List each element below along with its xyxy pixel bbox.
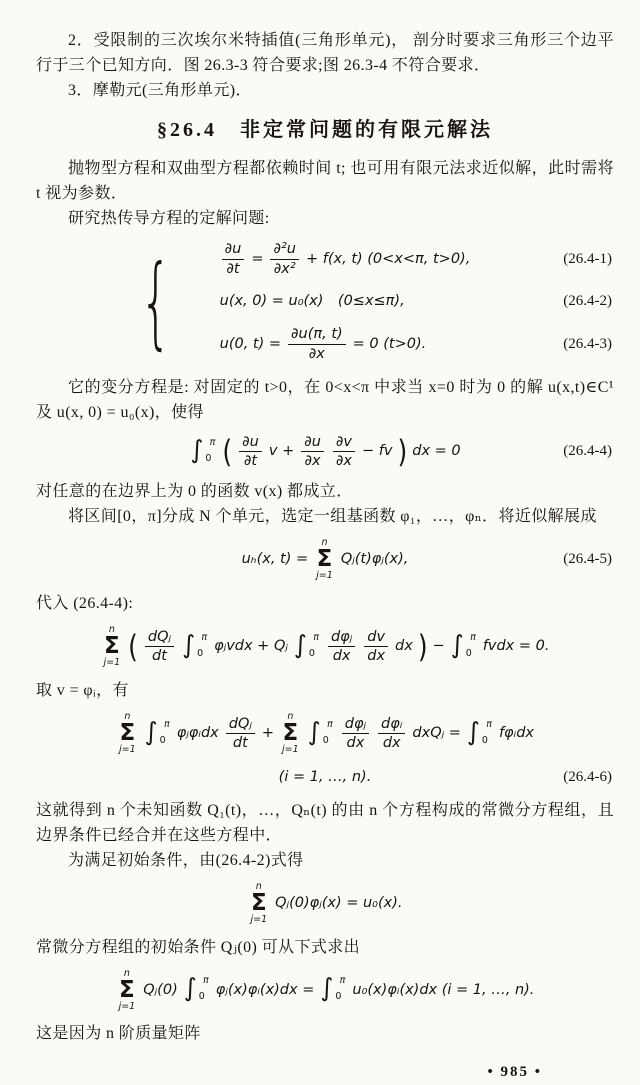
integral-upper: π xyxy=(486,718,492,730)
integral xyxy=(144,716,171,749)
fraction-du-dt xyxy=(222,241,245,277)
fraction-dphii-dx xyxy=(378,716,405,752)
denominator: ∂x xyxy=(335,453,353,470)
integral xyxy=(293,629,320,662)
integral-icon: ∫ xyxy=(183,973,197,1003)
integral-lower: 0 xyxy=(335,991,342,1003)
minus-sign: − xyxy=(432,638,445,655)
numerator: dQⱼ xyxy=(145,629,174,648)
fraction-du-dt xyxy=(239,434,262,470)
equation-26-4-3 xyxy=(180,326,614,362)
sum-lower-limit: j=1 xyxy=(282,744,299,756)
equation-rhs: fφᵢdx xyxy=(498,725,534,742)
integral-lower: 0 xyxy=(198,991,205,1003)
right-paren: ) xyxy=(417,628,428,665)
denominator: ∂x² xyxy=(273,260,296,277)
summation xyxy=(104,625,121,669)
fraction-du-dx xyxy=(301,434,324,470)
denominator: ∂t xyxy=(243,453,258,470)
left-paren: ( xyxy=(128,628,138,665)
equation-body: u(x, 0) = u₀(x) (0≤x≤π), xyxy=(219,293,405,310)
integral-icon: ∫ xyxy=(190,434,204,464)
equation-initial-solve xyxy=(36,969,614,1013)
equation-system-heat xyxy=(36,235,614,369)
equation-term: v + xyxy=(268,443,295,460)
sum-upper-limit: n xyxy=(123,967,130,979)
integral xyxy=(320,975,346,1005)
equation-lhs: uₕ(x, t) = xyxy=(241,551,309,568)
paragraph-substitute: 代入 (26.4-4): xyxy=(36,594,134,612)
paragraph-mass-matrix: 这是因为 n 阶质量矩阵 xyxy=(36,1025,201,1043)
sigma-icon: Σ xyxy=(316,546,333,573)
fraction-dQj-dt xyxy=(145,629,174,665)
equation-term: φⱼvdx + Qⱼ xyxy=(214,638,288,655)
integral-upper: π xyxy=(339,975,346,987)
summation xyxy=(316,538,333,582)
equation-body: Qⱼ(0)φⱼ(x) = u₀(x). xyxy=(275,895,403,912)
fraction-dphij-dx xyxy=(342,716,369,752)
fraction-dQj-dt xyxy=(226,716,255,752)
paragraph-ode-initial: 常微分方程组的初始条件 Qⱼ(0) 可从下式求出 xyxy=(36,938,361,956)
integral-upper: π xyxy=(327,718,333,730)
numerator: dφⱼ xyxy=(342,716,369,735)
numerator: ∂²u xyxy=(270,241,299,260)
equation-column xyxy=(180,235,614,369)
summation xyxy=(119,712,136,756)
numerator: dφⱼ xyxy=(328,629,355,648)
integral-upper: π xyxy=(313,631,319,643)
integral-lower: 0 xyxy=(308,647,315,659)
equation-tag: (26.4-2) xyxy=(563,293,612,310)
sum-upper-limit: n xyxy=(287,710,294,722)
denominator: dt xyxy=(152,648,167,665)
right-paren: ) xyxy=(397,433,408,470)
integral-upper: π xyxy=(163,718,170,730)
integral xyxy=(466,716,493,749)
sigma-icon: Σ xyxy=(282,720,299,747)
equation-tag: (26.4-3) xyxy=(563,336,612,353)
sum-upper-limit: n xyxy=(108,623,115,635)
integral-icon: ∫ xyxy=(293,629,307,659)
sum-lower-limit: j=1 xyxy=(103,657,121,669)
fraction-dphij-dx xyxy=(328,629,355,665)
paragraph-intro: 抛物型方程和双曲型方程都依赖时间 t; 也可用有限元法求近似解，此时需将 t 视为参数． xyxy=(36,160,614,202)
integral-lower: 0 xyxy=(197,647,204,659)
integral-icon: ∫ xyxy=(144,716,158,746)
numerator: ∂u xyxy=(301,434,324,453)
denominator: dx xyxy=(367,648,386,665)
equation-initial xyxy=(36,882,614,926)
equation-26-4-1 xyxy=(180,241,614,277)
denominator: ∂x xyxy=(308,346,325,363)
fraction-dv-dx xyxy=(364,629,388,665)
fraction-d2u-dx2 xyxy=(270,241,299,277)
paragraph-morley-element: 3．摩勒元(三角形单元)． xyxy=(68,82,252,99)
numerator: ∂u xyxy=(222,241,245,260)
sum-lower-limit: j=1 xyxy=(316,570,333,582)
numerator: ∂v xyxy=(333,434,355,453)
plus-sign: + xyxy=(261,725,275,742)
equation-26-4-6-line2 xyxy=(36,765,614,790)
integral-lower: 0 xyxy=(481,734,488,746)
integral-icon: ∫ xyxy=(466,716,480,746)
denominator: dx xyxy=(332,648,351,665)
equation-26-4-6-line1 xyxy=(36,712,614,756)
integral-icon: ∫ xyxy=(450,629,464,659)
equation-term: Qⱼ(0) xyxy=(143,981,178,998)
numerator: dQⱼ xyxy=(226,716,255,735)
integral-upper: π xyxy=(209,436,216,448)
equation-26-4-5 xyxy=(36,538,614,582)
equals-sign: = xyxy=(251,250,264,267)
denominator: dx xyxy=(346,735,365,752)
sum-lower-limit: j=1 xyxy=(118,1000,136,1012)
sigma-icon: Σ xyxy=(119,720,136,747)
equation-term: dx xyxy=(395,638,413,655)
equation-rhs: fvdx = 0. xyxy=(482,638,550,655)
paragraph-basis: 将区间[0，π]分成 N 个单元，选定一组基函数 φ₁，…，φₙ．将近似解展成 xyxy=(68,508,597,526)
equation-tag: (26.4-4) xyxy=(563,443,612,460)
equation-rhs: + f(x, t) (0<x<π, t>0), xyxy=(306,250,471,267)
equation-term: φⱼ(x)φᵢ(x)dx = xyxy=(215,981,315,998)
equation-term: dxQⱼ = xyxy=(412,725,461,742)
equation-term: φⱼφᵢdx xyxy=(176,725,219,742)
integral-lower: 0 xyxy=(322,734,329,746)
fraction-du-dx xyxy=(288,326,346,362)
integral-icon: ∫ xyxy=(320,973,334,1003)
integral-lower: 0 xyxy=(205,452,212,464)
integral-icon: ∫ xyxy=(182,629,196,659)
integral-upper: π xyxy=(470,631,476,643)
denominator: ∂x xyxy=(304,453,321,470)
paragraph-heat-problem: 研究热传导方程的定解问题: xyxy=(68,210,270,227)
integral-lower: 0 xyxy=(159,734,166,746)
equation-26-4-4 xyxy=(36,434,614,470)
summation xyxy=(119,969,136,1013)
equation-26-4-2 xyxy=(180,289,614,314)
paragraph-hermite-element: 2．受限制的三次埃尔米特插值(三角形单元)， 剖分时要求三角形三个边平行于三个已知方向．图 26.3-3 符合要求;图 26.3-4 不符合要求． xyxy=(36,32,614,74)
equation-tag: (26.4-6) xyxy=(563,768,612,785)
sum-lower-limit: j=1 xyxy=(250,914,268,926)
sigma-icon: Σ xyxy=(250,890,267,917)
fraction-dv-dx xyxy=(333,434,355,470)
paragraph-any-v: 对任意的在边界上为 0 的函数 v(x) 都成立． xyxy=(36,483,353,501)
equation-rhs: = 0 (t>0). xyxy=(352,336,427,353)
sum-upper-limit: n xyxy=(255,880,262,892)
equation-term: − fv xyxy=(362,443,393,460)
integral xyxy=(450,629,477,662)
left-paren: ( xyxy=(222,433,233,470)
paragraph-ode-system: 这就得到 n 个未知函数 Q₁(t)，…，Qₙ(t) 的由 n 个方程构成的常微分方程组，且边界条件已经合并在这些方程中． xyxy=(36,801,614,844)
sum-upper-limit: n xyxy=(321,537,328,549)
equation-rhs: Qⱼ(t)φⱼ(x), xyxy=(340,551,409,568)
sigma-icon: Σ xyxy=(103,633,120,660)
sum-lower-limit: j=1 xyxy=(119,744,136,756)
summation xyxy=(250,882,267,926)
denominator: dt xyxy=(232,735,248,752)
sum-upper-limit: n xyxy=(124,710,131,722)
paragraph-take-v: 取 v = φᵢ，有 xyxy=(36,681,129,699)
numerator: dv xyxy=(364,629,388,648)
integral-upper: π xyxy=(201,631,208,643)
summation xyxy=(282,712,299,756)
equation-substituted xyxy=(36,625,614,669)
numerator: ∂u xyxy=(239,434,262,453)
equation-lhs: u(0, t) = xyxy=(219,336,282,353)
integral-upper: π xyxy=(203,975,209,987)
sigma-icon: Σ xyxy=(119,976,135,1003)
integral-lower: 0 xyxy=(465,647,472,659)
paragraph-initial-condition: 为满足初始条件，由(26.4-2)式得 xyxy=(68,851,304,869)
system-brace: { xyxy=(139,242,172,360)
equation-rhs: u₀(x)φᵢ(x)dx (i = 1, …, n). xyxy=(352,981,535,998)
equation-rhs: dx = 0 xyxy=(412,443,461,460)
integral xyxy=(307,716,334,749)
equation-tag: (26.4-1) xyxy=(563,250,612,267)
denominator: dx xyxy=(382,735,401,752)
denominator: ∂t xyxy=(226,260,240,277)
integral xyxy=(184,975,210,1005)
numerator: dφᵢ xyxy=(378,716,405,735)
numerator: ∂u(π, t) xyxy=(288,326,346,345)
section-heading: §26.4 非定常问题的有限元解法 xyxy=(157,119,493,141)
paragraph-variational: 它的变分方程是: 对固定的 t>0，在 0<x<π 中求当 x=0 时为 0 的解 u(x,t)∈C¹ 及 u(x, 0) = u₀(x)，使得 xyxy=(36,378,614,421)
integral-icon: ∫ xyxy=(307,716,321,746)
equation-tag: (26.4-5) xyxy=(563,551,612,568)
index-range: (i = 1, …, n). xyxy=(278,768,372,785)
page-number: • 985 • xyxy=(487,1064,542,1081)
integral xyxy=(182,629,208,662)
integral xyxy=(190,434,216,467)
